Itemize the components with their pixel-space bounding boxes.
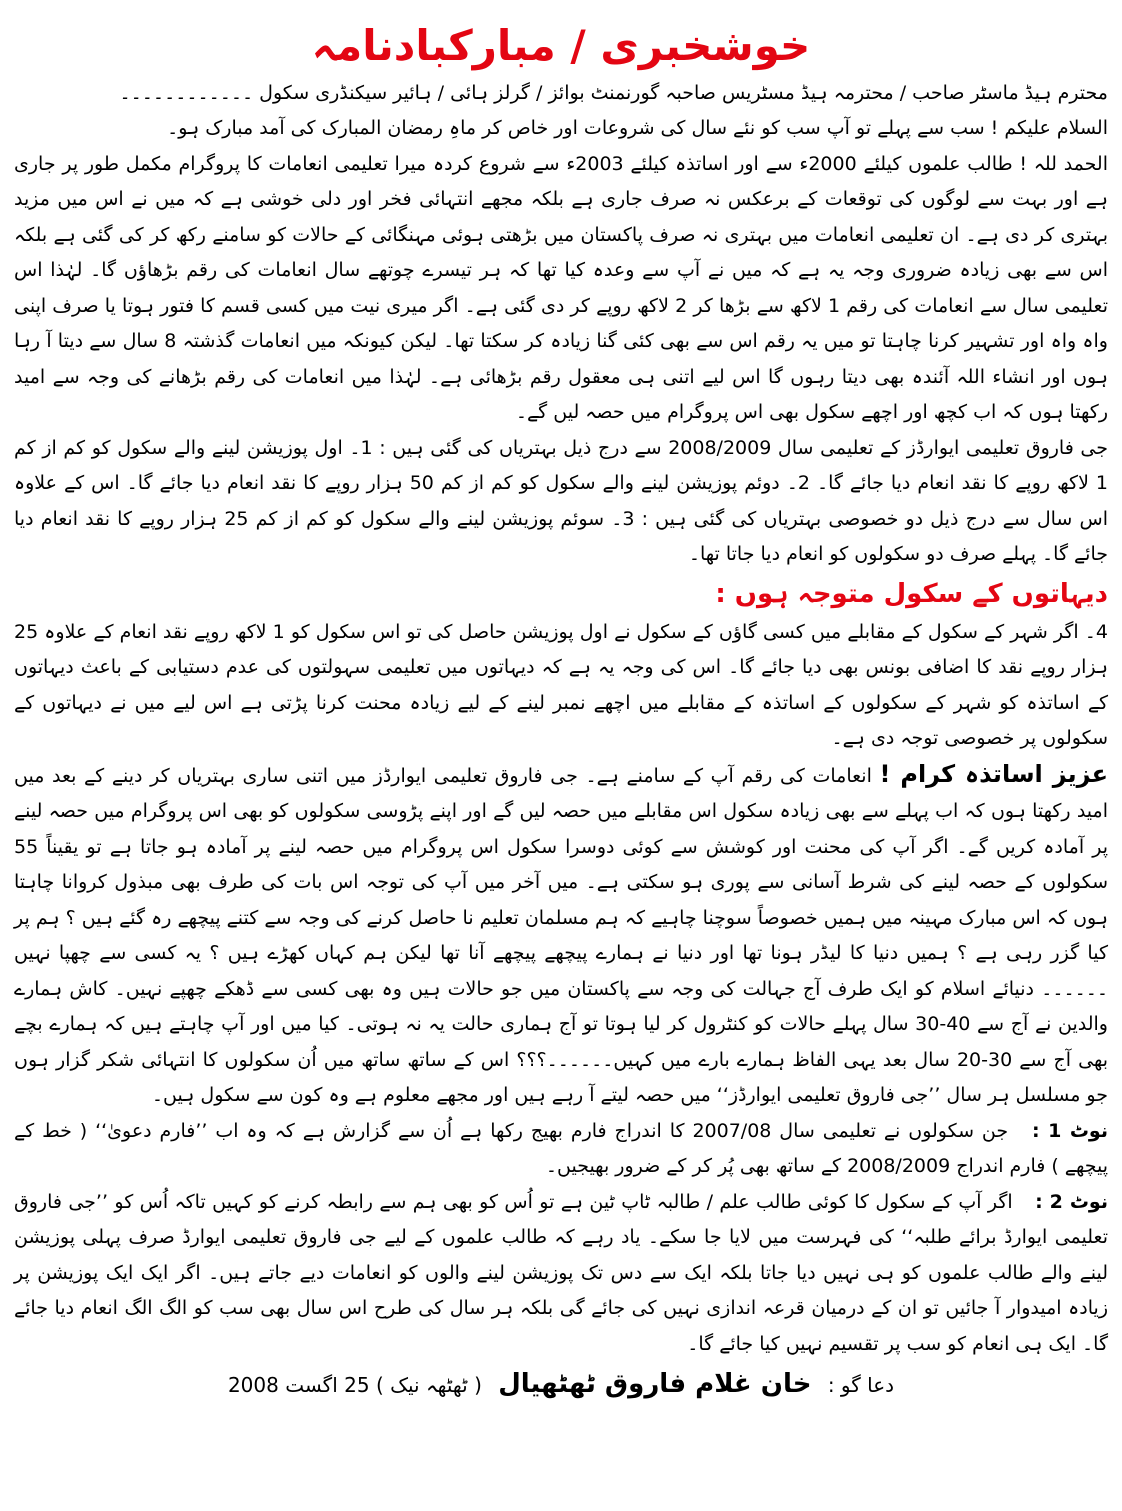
signature-date: 25 اگست 2008 [227,1373,370,1398]
page-title: خوشخبری / مبارکبادنامہ [311,21,811,70]
note-1-label: نوٹ 1 : [1032,1119,1108,1142]
note-2-label: نوٹ 2 : [1035,1190,1108,1213]
signature-prefix: دعا گو : [827,1373,895,1398]
note-2 [14,1185,1108,1363]
note-1 [14,1114,1108,1185]
signature-name: خان غلام فاروق ٹھٹھیال [498,1369,812,1400]
intro-paragraph: الحمد للہ ! طالب علموں کیلئے 2000ء سے اور اساتذہ کیلئے 2003ء سے شروع کردہ میرا تعلیمی انعامات کا پروگرام مکمل طور پر جاری ہے اور بہت سے لوگوں کی توقعات کے برعکس نہ صرف جاری ہے بلکہ مجھے انتہائی فخر اور دلی خوشی ہے کہ میں نے اس میں مزید بہتری کر دی ہے۔ ان تعلیمی انعامات میں بہتری نہ صرف پاکستان میں بڑھتی ہوئی مہنگائی کے حالات کو سامنے رکھ کر کی گئی ہے بلکہ اس سے بھی زیادہ ضروری وجہ یہ ہے کہ میں نے آپ سے وعدہ کیا تھا کہ ہر تیسرے چوتھے سال انعامات کی رقم بڑھاؤں گا۔ لہٰذا اس تعلیمی سال سے انعامات کی رقم 1 لاکھ سے بڑھا کر 2 لاکھ روپے کر دی گئی ہے۔ اگر میری نیت میں کسی قسم کا فتور ہوتا یا صرف اپنی واہ واہ اور تشہیر کرنا چاہتا تو میں یہ رقم اس سے بھی کئی گنا زیادہ کر سکتا تھا۔ لیکن کیونکہ میں انعامات گذشتہ 8 سال سے دیتا آ رہا ہوں اور انشاء اللہ آئندہ بھی دیتا رہوں گا اس لیے اتنی ہی معقول رقم بڑھائی ہے۔ لہٰذا میں انعامات کی رقم بڑھانے کی وجہ سے امید رکھتا ہوں کہ اب کچھ اور اچھے سکول بھی اس پروگرام میں حصہ لیں گے۔ [14,152,1109,424]
teachers-text: انعامات کی رقم آپ کے سامنے ہے۔ جی فاروق تعلیمی ایوارڈز میں اتنی ساری بہتریاں کر دینے کے بعد میں امید رکھتا ہوں کہ اب پہلے سے بھی زیادہ سکول اس مقابلے میں حصہ لیں گے اور اپنے پڑوسی سکولوں کو بھی اس پروگرام میں حصہ لینے پر آمادہ کریں گے۔ اگر آپ کی محنت اور کوشش سے کوئی دوسرا سکول اس پروگرام میں حصہ لینے پر آمادہ ہو جاتا ہے تو یقیناً 55 سکولوں کے حصہ لینے کی شرط آسانی سے پوری ہو سکتی ہے۔ میں آخر میں آپ کی توجہ اس بات کی طرف بھی مبذول کروانا چاہتا ہوں کہ اس مبارک مہینہ میں ہمیں خصوصاً سوچنا چاہیے کہ ہم مسلمان تعلیم نا حاصل کرنے کی وجہ سے کتنے پیچھے رہ گئے ہیں ؟ ہم پر کیا گزر رہی ہے ؟ ہمیں دنیا کا لیڈر ہونا تھا اور دنیا نے ہمارے پیچھے پیچھے آنا تھا لیکن ہم کہاں کھڑے ہیں ؟ یہ کسی سے چھپا نہیں ۔۔۔۔۔۔ دنیائے اسلام کو ایک طرف آج جہالت کی وجہ سے پاکستان میں جو حالات ہیں وہ بھی کسی سے ڈھکے چھپے نہیں۔ کاش ہمارے والدین نے آج سے 40-30 سال پہلے حالات کو کنٹرول کر لیا ہوتا تو آج ہماری حالت یہ نہ ہوتی۔ کیا میں اور آپ چاہتے ہیں کہ ہمارے بچے بھی آج سے 30-20 سال بعد یہی الفاظ ہمارے بارے میں کہیں۔۔۔۔۔۔؟؟؟ اس کے ساتھ ساتھ میں اُن سکولوں کا انتہائی شکر گزار ہوں جو مسلسل ہر سال ’’جی فاروق تعلیمی ایوارڈز‘‘ میں حصہ لیتے آ رہے ہیں اور مجھے معلوم ہے وہ کون سے سکول ہیں۔ [14,764,1108,1107]
teachers-paragraph [14,757,1108,1114]
signature-line [14,1364,1108,1405]
note-2-text: اگر آپ کے سکول کا کوئی طالب علم / طالبہ ٹاپ ٹین ہے تو اُس کو بھی ہم سے رابطہ کرنے کو کہیں تاکہ اُس کو ’’جی فاروق تعلیمی ایوارڈ برائے طلبہ‘‘ کی فہرست میں لایا جا سکے۔ یاد رہے کہ طالب علموں کے لیے جی فاروق تعلیمی ایوارڈ صرف پہلی پوزیشن لینے والے طالب علموں کو ہی نہیں دیا جاتا بلکہ ایک سے دس تک پوزیشن لینے والوں کو انعامات دیے جاتے ہیں۔ اگر ایک ایک پوزیشن پر زیادہ امیدوار آ جائیں تو ان کے درمیان قرعہ اندازی نہیں کی جائے گی بلکہ ہر سال کی طرح اس سال بھی سب کو الگ الگ انعام دیا جائے گا۔ ایک ہی انعام کو سب پر تقسیم نہیں کیا جائے گا۔ [14,1190,1108,1355]
rural-schools-heading: دیہاتوں کے سکول متوجہ ہوں : [715,578,1108,609]
note-1-text: جن سکولوں نے تعلیمی سال 2007/08 کا اندراج فارم بھیج رکھا ہے اُن سے گزارش ہے کہ وہ اب ’’فارم دعویٰ‘‘ ( خط کے پیچھے ) فارم اندراج 2008/2009 کے ساتھ بھی پُر کر کے ضرور بھیجیں۔ [14,1119,1108,1178]
teachers-lead: عزیز اساتذہ کرام ! [879,759,1108,788]
greeting-paragraph: السلام علیکم ! سب سے پہلے تو آپ سب کو نئے سال کی شروعات اور خاص کر ماہِ رمضان المبارک کی آمد مبارک ہو۔ [167,117,1108,140]
signature-place: ( ٹھٹھہ نیک ) [375,1373,482,1398]
salutation-line: محترم ہیڈ ماسٹر صاحب / محترمہ ہیڈ مسٹریس صاحبہ گورنمنٹ بوائز / گرلز ہائی / ہائیر سیکنڈری سکول ۔۔۔۔۔۔۔۔۔۔۔۔ [119,82,1108,105]
improvements-paragraph: جی فاروق تعلیمی ایوارڈز کے تعلیمی سال 2008/2009 سے درج ذیل بہتریاں کی گئی ہیں : 1۔ اول پوزیشن لینے والے سکول کو کم از کم 1 لاکھ روپے کا نقد انعام دیا جائے گا۔ 2۔ دوئم پوزیشن لینے والے سکول کو کم از کم 50 ہزار روپے کا نقد انعام دیا جائے گا۔ اس کے علاوہ اس سال سے درج ذیل دو خصوصی بہتریاں کی گئی ہیں : 3۔ سوئم پوزیشن لینے والے سکول کو کم از کم 25 ہزار روپے کا نقد انعام دیا جائے گا۔ پہلے صرف دو سکولوں کو انعام دیا جاتا تھا۔ [14,436,1109,566]
rural-paragraph: 4۔ اگر شہر کے سکول کے مقابلے میں کسی گاؤں کے سکول نے اول پوزیشن حاصل کی تو اس سکول کو 1 لاکھ روپے نقد انعام کے علاوہ 25 ہزار روپے نقد کا اضافی بونس بھی دیا جائے گا۔ اس کی وجہ یہ ہے کہ دیہاتوں میں تعلیمی سہولتوں کی عدم دستیابی کے باعث دیہاتوں کے اساتذہ کو شہر کے سکولوں کے اساتذہ کے مقابلے میں اچھے نمبر لینے کے لیے زیادہ محنت کرنا پڑتی ہے اس لیے میں نے دیہاتوں کے سکولوں پر خصوصی توجہ دی ہے۔ [14,620,1109,750]
